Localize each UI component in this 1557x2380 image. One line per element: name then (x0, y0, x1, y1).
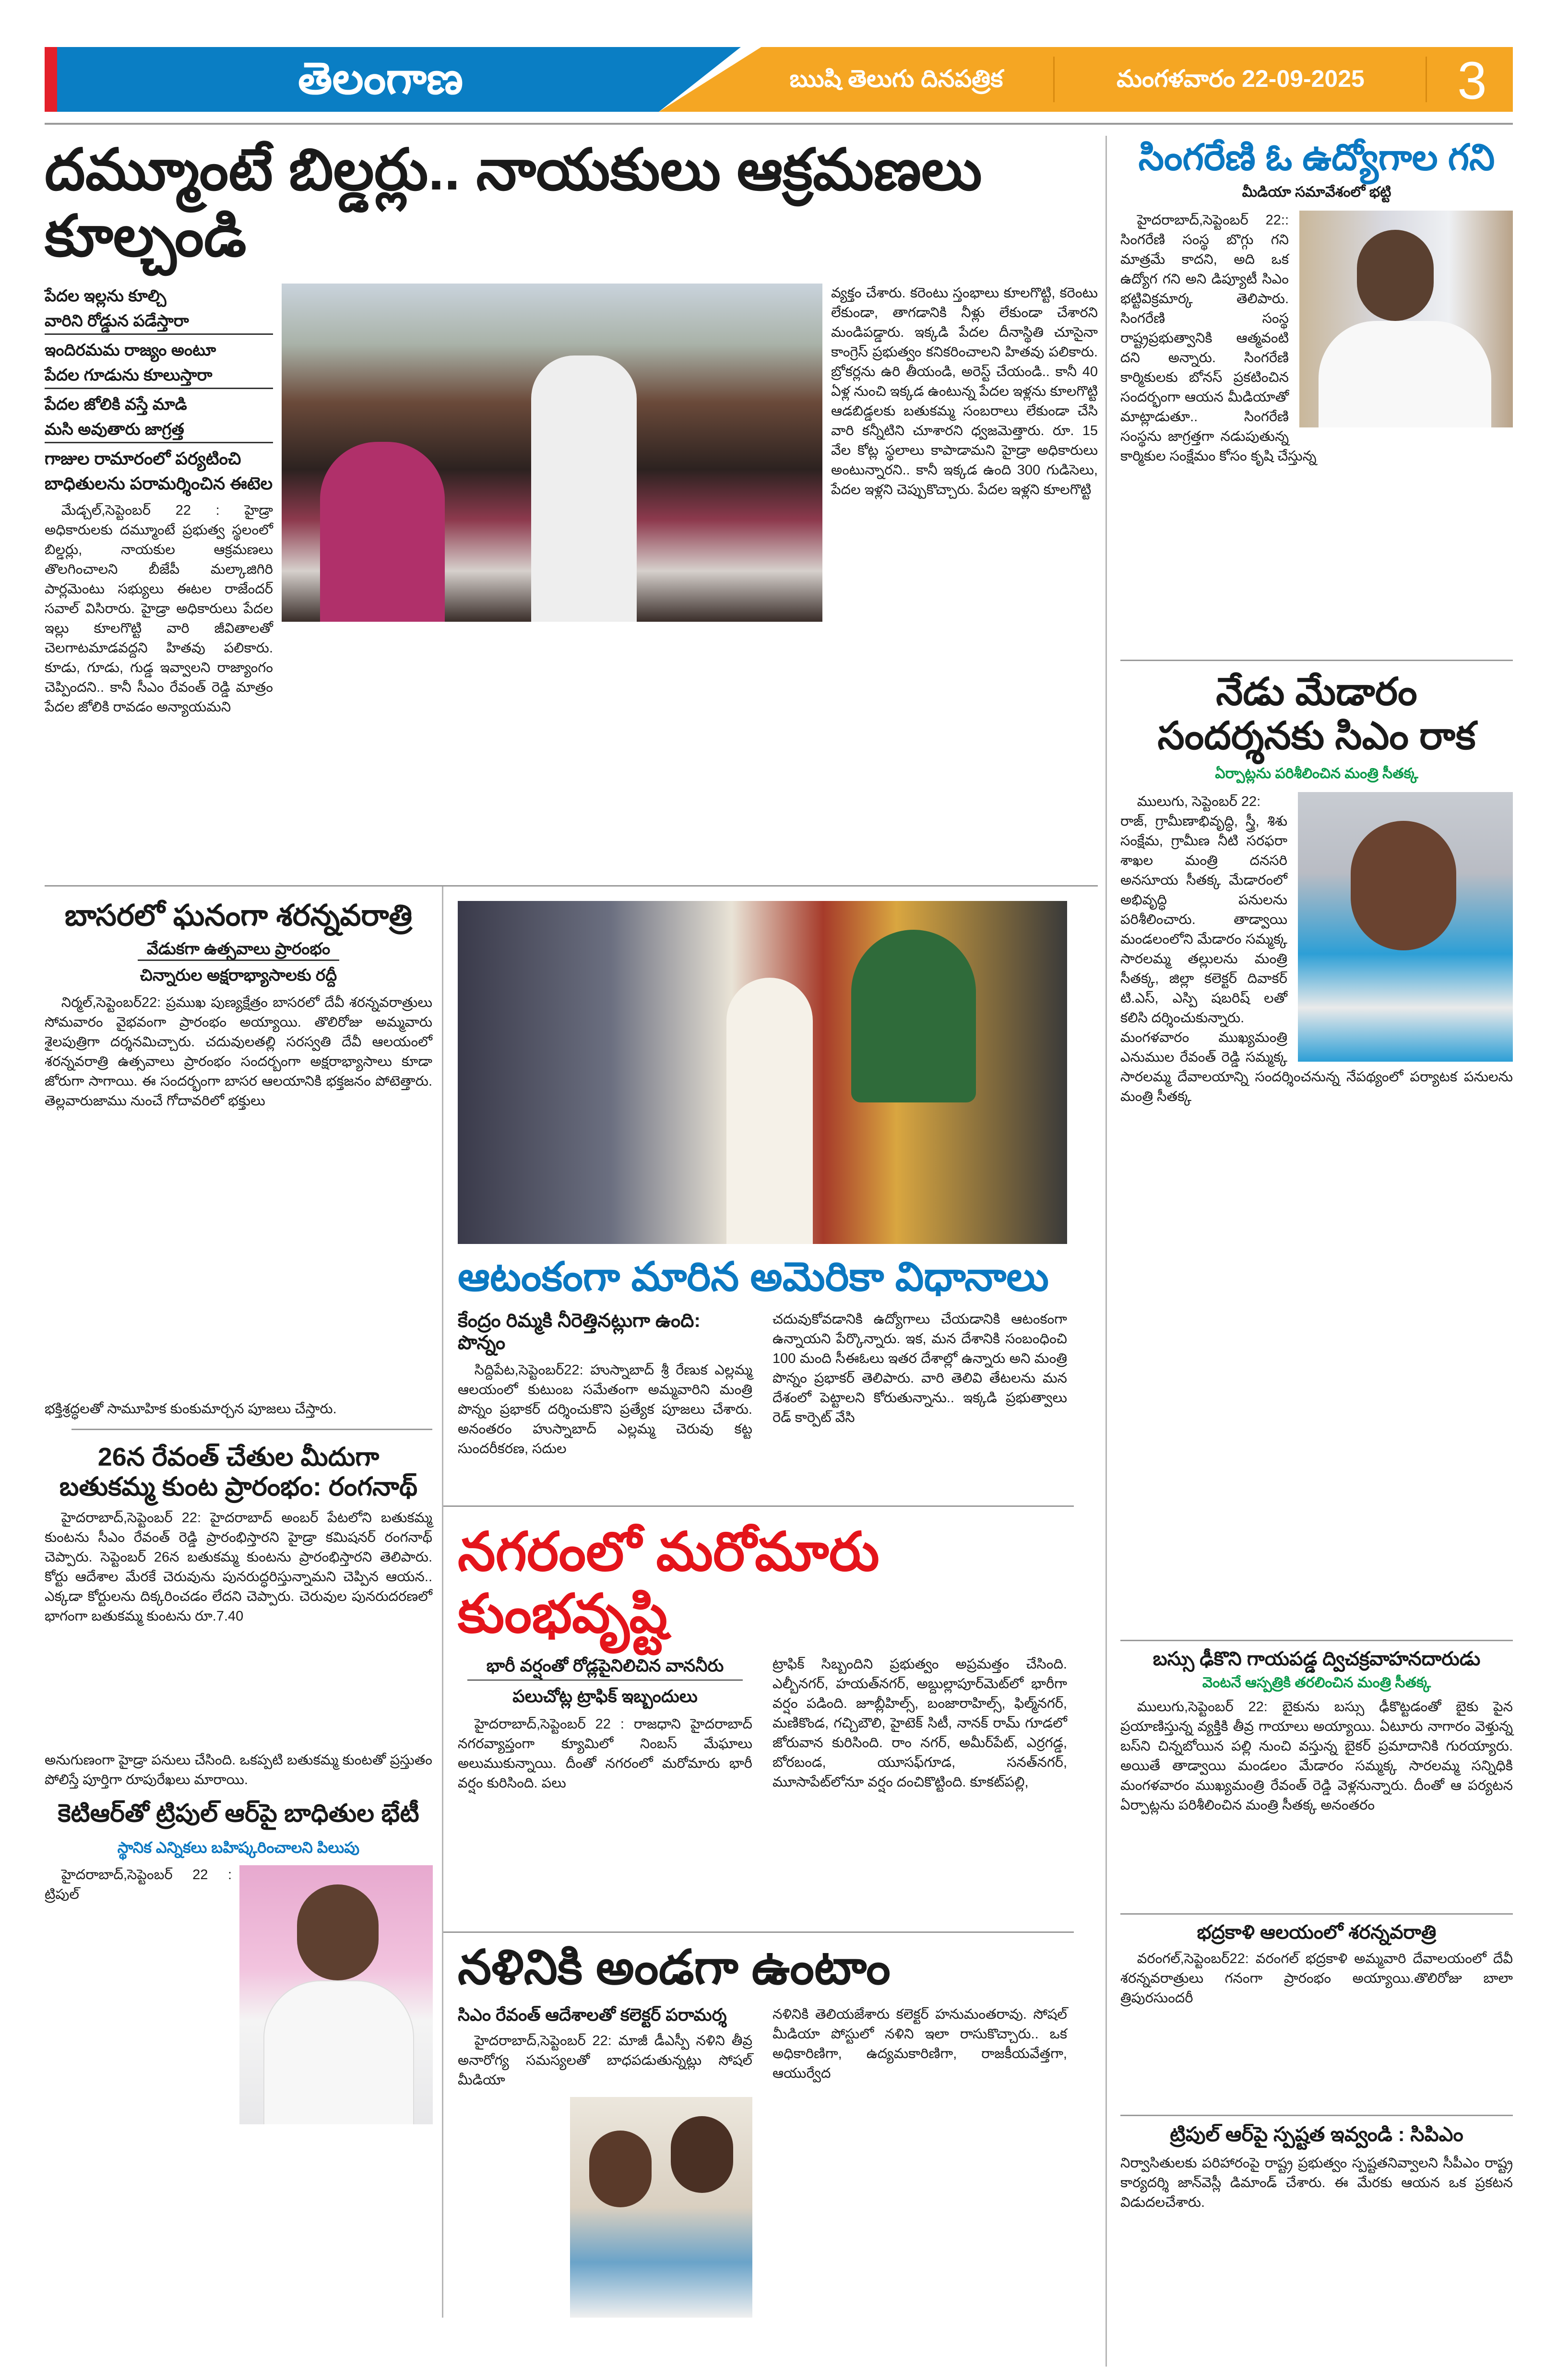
singareni-content (1120, 211, 1513, 466)
medaram-headline-line1: నేడు మేడారం (1216, 670, 1417, 713)
paper-name: ఋషి తెలుగు దినపత్రిక (789, 65, 1003, 92)
center-column (443, 887, 1074, 2318)
ktr-columns (45, 1865, 432, 2124)
header-divider (1053, 57, 1055, 102)
temple-photo (458, 901, 1067, 1244)
nalini-body-left: హైదరాబాద్,సెప్టెంబర్ 22: మాజీ డీఎస్పీ నళిని తీవ్ర అనారోగ్య సమస్యలతో బాధపడుతున్నట్లు సోషల్ మీడియా (458, 2033, 752, 2088)
header-rule (45, 123, 1513, 125)
rain-headline: నగరంలో మరోమారు కుంభవృష్టి (458, 1522, 880, 1644)
basara-subhead-2: చిన్నారుల అక్షరాభ్యాసాలకు రద్దీ (140, 966, 337, 985)
rain-body-right: ట్రాఫిక్ సిబ్బందిని ప్రభుత్వం అప్రమత్తం చేసింది. ఎల్బీనగర్, హయత్‌నగర్, అబ్దుల్లాపూర్‌మెట్‌లో భారీగా వర్షం పడింది. జూబ్లీహిల్స్, బంజారాహిల్స్, ఫిల్మ్‌నగర్, మణికొండ, గచ్చిబౌలి, హైటెక్ సిటీ, నానక్ రామ్ గూడలో జోరువాన కురిసింది. రాం నగర్, అమీర్‌పేట్, ఎర్రగడ్డ, బోరబండ, యూసఫ్‌గూడ, సనత్‌నగర్, మూసాపేట్‌లోనూ వర్షం దంచికొట్టింది. కూకట్‌పల్లి, (773, 1656, 1067, 1790)
photo-figure (589, 2131, 652, 2207)
bhadrakali-story (1120, 1915, 1513, 2115)
top-story-headline: దమ్మూంటే బిల్డర్లు.. నాయకులు ఆక్రమణలు కూల్చండి (45, 138, 982, 268)
ktr-photo (239, 1865, 433, 2124)
triple-r-cpm-headline: ట్రిపుల్ ఆర్‌పై స్పష్టత ఇవ్వండి : సిపిఎం (1170, 2123, 1463, 2145)
nalini-left-column (458, 2005, 752, 2318)
top-story (45, 137, 1098, 885)
basara-body-end: భక్తిశ్రద్ధలతో సామూహిక కుంకుమార్చన పూజలు చేస్తారు. (45, 1401, 337, 1417)
basara-body: నిర్మల్,సెప్టెంబర్22: ప్రముఖ పుణ్యక్షేత్రం బాసరలో దేవీ శరన్నవరాత్రులు సోమవారం వైభవంగా ప్రారంభం అయ్యాయి. తొలిరోజు అమ్మవారు శైలపుత్రిగా దర్శనమిచ్చారు. చదువులతల్లి సరస్వతి దేవీ ఆలయంలో శరన్నవరాత్రి ఉత్సవాలు ప్రారంభం సందర్బంగా అక్షరాభ్యాసాలు కూడా జోరుగా సాగాయి. ఈ సందర్భంగా బాసర ఆలయానికి భక్తజనం పోటెత్తారు. తెల్లవారుజాము నుంచే గోదావరిలో భక్తులు (45, 995, 432, 1109)
bathukamma-headline-line1: 26న రేవంత్ చేతుల మీదుగా (97, 1443, 380, 1471)
right-column (1120, 137, 1513, 2213)
singareni-subhead: మీడియా సమావేశంలో భట్టి (1242, 184, 1391, 201)
triple-r-cpm-body: నిర్వాసితులకు పరిహారంపై రాష్ట్ర ప్రభుత్వం స్పష్టతనివ్వాలని సీపీఎం రాష్ట్ర కార్యదర్శి జాన్‌వెస్లీ డిమాండ్ చేశారు. ఈ మేరకు ఆయన ఒక ప్రకటన విడుదలచేశారు. (1120, 2155, 1513, 2211)
bus-accident-headline: బస్సు ఢీకొని గాయపడ్డ ద్విచక్రవాహనదారుడు (1153, 1648, 1481, 1670)
top-story-body-lead: మేడ్చల్,సెప్టెంబర్ 22 : హైడ్రా అధికారులకు దమ్మూంటే ప్రభుత్వ స్థలంలో బిల్డర్లు, నాయకుల ఆక్రమణలు తొలగించాలని బీజేపీ మల్కాజిగిరి పార్లమెంటు సభ్యులు ఈటల రాజేందర్ సవాల్ విసిరారు. హైడ్రా అధికారులు పేదల ఇల్లు కూలగొట్టి వారి జీవితాలతో చెలగాటమాడవద్దని హితవు పలికారు. కూడు, గూడు, గుడ్డ ఇవ్వాలని రాజ్యాంగం చెప్పిందని.. కానీ సీఎం రేవంత్ రెడ్డి మాత్రం పేదల జోలికి రావడం అన్యాయమని (45, 503, 273, 715)
subhead-line: పేదల గూడును కూలుస్తారా (45, 366, 213, 384)
photo-figure (297, 1884, 379, 1980)
rain-story (458, 1507, 1074, 1931)
medaram-headline-line2: సందర్శనకు సిఎం రాక (1157, 714, 1476, 757)
bus-accident-body: ములుగు,సెప్టెంబర్ 22: బైకును బస్సు ఢీకొట్టడంతో బైకు పైన ప్రయాణిస్తున్న వ్యక్తికి తీవ్ర గాయాలు అయ్యాయి. ఏటూరు నాగారం వెళ్తున్న బస్‌ని చిన్నబోయిన పల్లి నుంచి వస్తున్న బైకర్ ప్రమాదానికి గురయ్యారు. అయితే తాడ్వాయి మండలం మేడారం సమ్మక్క సారలమ్మ సన్నిధికి మంగళవారం ముఖ్యమంత్రి రేవంత్ రెడ్డి వెళ్లనున్నారు. దీంతో ఆ పర్యటన ఏర్పాట్లను పరిశీలించిన మంత్రి సీతక్క అనంతరం (1120, 1699, 1513, 1813)
nalini-subhead: సిఎం రేవంత్ ఆదేశాలతో కలెక్టర్ పరామర్శ (458, 2005, 727, 2025)
singareni-story (1120, 137, 1513, 660)
us-policy-columns (458, 1310, 1074, 1459)
top-story-columns (45, 284, 1098, 717)
medaram-body: రాజ్, గ్రామీణాభివృద్ధి, స్త్రీ, శిశు సంక్షేమ, గ్రామీణ నీటి సరఫరా శాఖల మంత్రి దనసరి అనసూయ సీతక్క మేడారంలో అభివృద్ధి పనులను పరిశీలించారు. తాడ్వాయి మండలంలోని మేడారం సమ్మక్క సారలమ్మ తల్లులను మంత్రి సీతక్క, జిల్లా కలెక్టర్ దివాకర్ టి.ఎస్, ఎస్పి షబరిష్ లతో కలిసి దర్శించుకున్నారు. (1120, 813, 1287, 1026)
rain-body-left: హైదరాబాద్,సెప్టెంబర్ 22 : రాజధాని హైదరాబాద్ నగరవ్యాప్తంగా క్యూమిలో నింబస్ మేఘాలు అలుముకున్నాయి. దీంతో నగరంలో మరోమారు భారీ వర్షం కురిసింది. పలు (458, 1717, 752, 1791)
nalini-headline: నళినికి అండగా ఉంటాం (458, 1941, 891, 1994)
medaram-dateline: ములుగు, సెప్టెంబర్ 22: (1137, 793, 1261, 809)
header-red-strip (45, 47, 57, 112)
header-divider (1426, 57, 1427, 102)
photo-figure (320, 442, 445, 622)
bhadrakali-headline: భద్రకాళి ఆలయంలో శరన్నవరాత్రి (1197, 1922, 1437, 1943)
bathukamma-body: హైదరాబాద్,సెప్టెంబర్ 22: హైదరాబాద్ అంబర్ పేటలోని బతుకమ్మ కుంటను సీఎం రేవంత్ రెడ్డి ప్రారంభిస్తారని హైడ్రా కమిషనర్ రంగనాథ్ చెప్పారు. సెప్టెంబర్ 26న బతుకమ్మ కుంటను ప్రారంభిస్తారని తెలిపారు. కోర్టు ఆదేశాల మేరకే చెరువును పునరుద్ధరిస్తున్నామని చెప్పిన ఆయన.. ఎక్కడా కోర్టులను దిక్కరించడం లేదని చెప్పారు. చెరువుల పునరుదరణలో భాగంగా బతుకమ్మ కుంటను రూ.7.40 (45, 1510, 432, 1624)
ktr-body: హైదరాబాద్,సెప్టెంబర్ 22 : ట్రిపుల్ (45, 1867, 232, 1903)
us-policy-story (458, 887, 1074, 1505)
main-area (45, 137, 1098, 2318)
subhead-group (45, 392, 273, 443)
photo-figure (263, 1980, 414, 2124)
subhead-line: వారిని రోడ్డున పడేస్తారా (45, 312, 189, 330)
section-title: తెలంగాణ (297, 54, 464, 103)
subhead-line: పేదల జోలికి వస్తే మాడి (45, 395, 187, 414)
subhead-line: గాజుల రామారంలో పర్యటించి (45, 449, 241, 468)
subhead-line: బాధితులను పరామర్శించిన ఈటెల (45, 474, 273, 493)
medaram-subhead: ఏర్పాట్లను పరిశీలించిన మంత్రి సీతక్క (1215, 766, 1418, 781)
photo-figure (1319, 321, 1491, 427)
page-number: 3 (1457, 51, 1487, 110)
top-story-subheads (45, 284, 273, 501)
rain-subhead-1: భారీ వర్షంతో రోడ్లపైనిలిచిన వాననీరు (467, 1655, 743, 1681)
photo-figure (531, 355, 637, 622)
medaram-story (1120, 661, 1513, 1640)
nalini-story (458, 1933, 1074, 2318)
singareni-photo-bhatti (1299, 211, 1513, 427)
bus-accident-subhead: వెంటనే ఆస్పత్రికి తరలించిన మంత్రి సీతక్క (1202, 1675, 1431, 1691)
nalini-photo (570, 2097, 752, 2318)
bathukamma-headline-line2: బతుకమ్మ కుంట ప్రారంభం: రంగనాథ్ (59, 1472, 418, 1502)
photo-figure (671, 2116, 733, 2193)
subhead-group (45, 338, 273, 389)
issue-date: మంగళవారం 22-09-2025 (1117, 65, 1365, 92)
bathukamma-body-end: అనుగుణంగా హైడ్రా పనులు చేసింది. ఒకప్పటి బతుకమ్మ కుంటతో ప్రస్తుతం పోలిస్తే పూర్తిగా రూపురేఖలు మారాయి. (45, 1752, 432, 1788)
medaram-content (1120, 792, 1513, 1107)
photo-figure (851, 930, 976, 1102)
top-story-left-column (45, 284, 273, 717)
top-story-photo-crowd (282, 284, 822, 622)
singareni-body: హైదరాబాద్,సెప్టెంబర్ 22:: సింగరేణి సంస్థ బొగ్గు గని మాత్రమే కాదని, అది ఒక ఉద్యోగ గని అని డిప్యూటీ సిఎం భట్టివిక్రమార్క తెలిపారు. సింగరేణి సంస్థ రాష్ట్రప్రభుత్వానికి ఆత్మవంటి దని అన్నారు. సింగరేణి కార్మికులకు బోనస్ ప్రకటించిన సందర్భంగా ఆయన మీడియాతో మాట్లాడుతూ.. సింగరేణి సంస్థను జాగ్రత్తగా నడుపుతున్న కార్మికుల సంక్షేమం కోసం కృషి చేస్తున్న (1120, 212, 1317, 464)
rain-left-column (458, 1655, 752, 1794)
subhead-line: మసి అవుతారు జాగ్రత్త (45, 420, 184, 438)
basara-story (45, 887, 432, 1429)
lower-area (45, 887, 1098, 2318)
triple-r-cpm-story (1120, 2116, 1513, 2213)
photo-figure (1357, 230, 1434, 321)
singareni-headline: సింగరేణి ఓ ఉద్యోగాల గని (1138, 137, 1495, 178)
us-policy-headline: ఆటంకంగా మారిన అమెరికా విధానాలు (458, 1254, 1049, 1299)
ktr-subhead: స్థానిక ఎన్నికలు బహిష్కరించాలని పిలుపు (117, 1838, 360, 1856)
ktr-headline: కెటిఆర్‌తో ట్రిపుల్ ఆర్‌పై బాధితుల భేటీ (58, 1800, 419, 1827)
rain-subhead-2: పలుచోట్ల ట్రాఫిక్ ఇబ్బందులు (512, 1686, 698, 1706)
bhadrakali-body: వరంగల్,సెప్టెంబర్22: వరంగల్ భద్రకాళి అమ్మవారి దేవాలయంలో దేవీ శరన్నవరాత్రులు గనంగా ప్రారంభం అయ్యాయి.తొలిరోజు బాలా త్రిపురసుందరీ (1120, 1951, 1513, 2006)
left-column (45, 887, 442, 2318)
rain-columns (458, 1655, 1074, 1794)
subhead-line: ఇందిరమమ రాజ్యం అంటూ (45, 341, 216, 359)
top-story-body-right: వ్యక్తం చేశారు. కరెంటు స్తంభాలు కూలగొట్టి, కరెంటు లేకుండా, తాగడానికి నీళ్లు లేకుండా చేశారని మండిపడ్డారు. ఇక్కడి పేదల దీనాస్థితి చూసైనా కాంగ్రెస్ ప్రభుత్వం కనికరించాలని హితవు పలికారు. బ్రోకర్లను ఉరి తీయండి, అరెస్ట్ చేయండి.. కానీ 40 ఏళ్ల నుంచి ఇక్కడ ఉంటున్న పేదల ఇళ్లను కూలగొట్టి ఆడబిడ్డలకు బతుకమ్మ సంబరాలు లేకుండా చేసి వారి కన్నీటిని చూశారని ధ్వజమెత్తారు. రూ. 15 వేల కోట్ల స్థలాలు కాపాడామని హైడ్రా అధికారులు అంటున్నారని.. కానీ ఇక్కడ ఉంది 300 గుడిసెలు, పేదల ఇళ్లని చెప్పుకొచ్చారు. పేదల ఇళ్లని కూలగొట్టి (831, 285, 1098, 497)
basara-headline: బాసరలో ఘనంగా శరన్నవరాత్రి (64, 899, 413, 932)
column-divider (1105, 136, 1107, 2367)
subhead-line: పేదల ఇల్లను కూల్చి (45, 287, 166, 305)
page-header (45, 47, 1513, 112)
ktr-story (45, 1795, 432, 2124)
subhead-group (45, 446, 273, 496)
basara-subhead-1: వేడుకగా ఉత్సవాలు ప్రారంభం (138, 938, 339, 961)
bathukamma-story (45, 1430, 432, 1795)
photo-figure (726, 978, 813, 1244)
photo-figure (1351, 821, 1456, 950)
us-policy-subhead: కేంద్రం రిమ్మకి నీరెత్తినట్లుగా ఉంది: పొన్నం (458, 1310, 701, 1353)
medaram-body-continued: మంగళవారం ముఖ్యమంత్రి ఎనుముల రేవంత్ రెడ్డి సమ్మక్క సారలమ్మ దేవాలయాన్ని సందర్శించనున్న నేపథ్యంలో పర్యాటక పనులను మంత్రి సీతక్క (1120, 1030, 1513, 1104)
bus-accident-story (1120, 1641, 1513, 1913)
subhead-group (45, 284, 273, 335)
us-policy-left-column (458, 1310, 752, 1459)
medaram-photo-seethakka (1298, 792, 1513, 1062)
us-policy-body-right: చదువుకోవడానికి ఉద్యోగాలు చేయడానికి ఆటంకంగా ఉన్నాయని పేర్కొన్నారు. ఇక, మన దేశానికి సంబంధించి 100 మంది సీఈఓలు ఇతర దేశాల్లో ఉన్నారు అని మంత్రి పొన్నం ప్రభాకర్ తెలిపారు. వారి తెలివి తేటలను మన దేశంలో పెట్టాలని కోరుతున్నాను.. ఇక్కడి ప్రభుత్వాలు రెడ్ కార్పెట్ వేసి (773, 1311, 1067, 1425)
nalini-columns (458, 2005, 1074, 2318)
us-policy-body-left: సిద్దిపేట,సెప్టెంబర్22: హుస్నాబాద్ శ్రీ రేణుక ఎల్లమ్మ ఆలయంలో కుటుంబ సమేతంగా అమ్మవారిని మంత్రి పొన్నం ప్రభాకర్ దర్శించుకొని ప్రత్యేక పూజలు చేశారు. అనంతరం హుస్నాబాద్ ఎల్లమ్మ చెరువు కట్ట సుందరీకరణ, సదుల (458, 1362, 752, 1456)
nalini-body-right: నళినికి తెలియజేశారు కలెక్టర్ హనుమంతరావు. సోషల్ మీడియా పోస్టులో నళిని ఇలా రాసుకొచ్చారు.. ఒక అధికారిణిగా, ఉద్యమకారిణిగా, రాజకీయవేత్తగా, ఆయుర్వేద (773, 2007, 1067, 2081)
